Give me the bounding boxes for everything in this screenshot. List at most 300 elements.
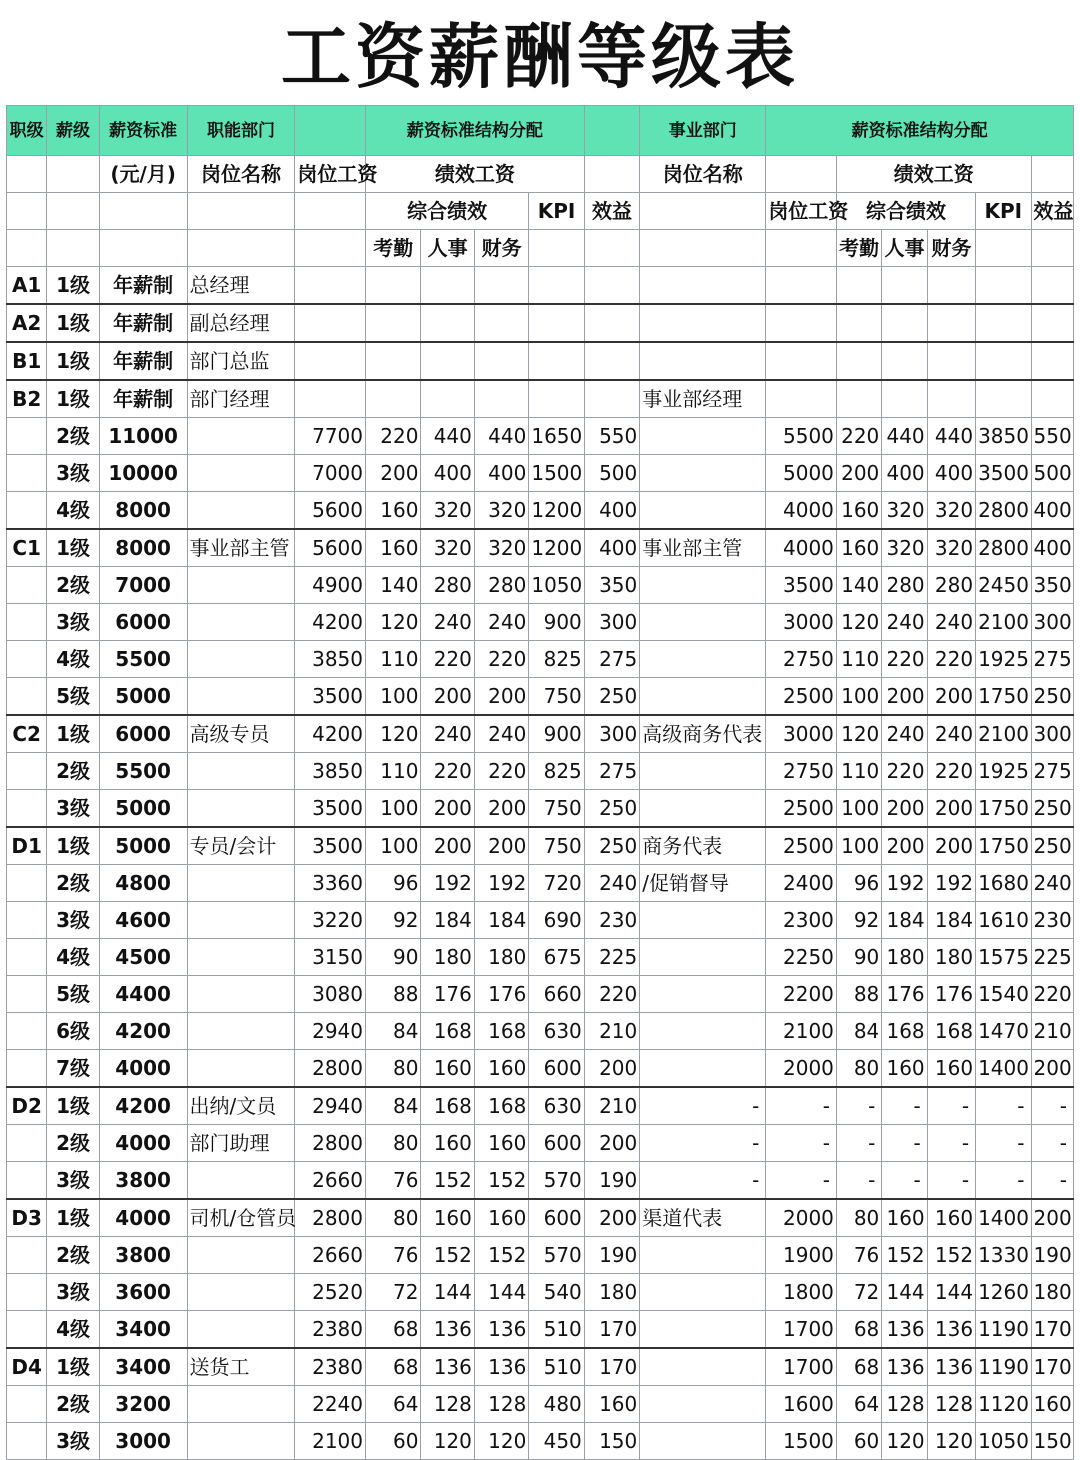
table-cell: 5600	[295, 492, 366, 530]
table-cell: 年薪制	[99, 380, 187, 418]
header-cell: 综合绩效	[366, 193, 529, 230]
table-cell: 200	[882, 790, 927, 828]
table-cell	[187, 1311, 295, 1349]
table-cell: 675	[529, 939, 584, 976]
table-cell: 200	[927, 678, 975, 716]
table-cell: 1925	[976, 641, 1031, 678]
table-cell: 190	[1031, 1237, 1073, 1274]
table-cell: 570	[529, 1237, 584, 1274]
table-cell: -	[766, 1087, 837, 1125]
table-cell: 5000	[99, 827, 187, 865]
table-cell: 440	[882, 418, 927, 455]
table-cell: 1190	[976, 1311, 1031, 1349]
table-cell: 750	[529, 827, 584, 865]
table-cell: 140	[836, 567, 881, 604]
table-cell: 160	[584, 1386, 639, 1423]
table-cell: 510	[529, 1311, 584, 1349]
table-cell: 1700	[766, 1348, 837, 1386]
table-cell: 128	[882, 1386, 927, 1423]
table-cell: 570	[529, 1162, 584, 1200]
table-cell: 3级	[47, 790, 99, 828]
table-cell: 280	[421, 567, 474, 604]
table-cell	[187, 567, 295, 604]
table-cell: 68	[366, 1311, 421, 1349]
table-cell	[7, 865, 47, 902]
table-cell: 280	[474, 567, 528, 604]
table-cell: 160	[421, 1199, 474, 1237]
table-cell: 100	[836, 827, 881, 865]
table-cell: 72	[836, 1274, 881, 1311]
table-cell	[187, 939, 295, 976]
table-cell: -	[976, 1087, 1031, 1125]
table-cell: 150	[584, 1423, 639, 1460]
table-cell: 600	[529, 1050, 584, 1088]
table-cell: 2级	[47, 865, 99, 902]
table-cell	[927, 380, 975, 418]
table-cell: 88	[836, 976, 881, 1013]
table-cell: 220	[421, 641, 474, 678]
table-cell	[7, 641, 47, 678]
header-cell: KPI	[529, 193, 584, 230]
table-cell	[927, 267, 975, 305]
table-cell: 5500	[766, 418, 837, 455]
table-cell	[366, 342, 421, 380]
table-row	[7, 1274, 1074, 1311]
table-cell: 152	[421, 1237, 474, 1274]
table-cell	[366, 380, 421, 418]
table-cell: 200	[421, 790, 474, 828]
table-cell: 320	[927, 492, 975, 530]
table-cell	[529, 380, 584, 418]
table-cell: 176	[421, 976, 474, 1013]
table-cell: 400	[474, 455, 528, 492]
table-cell	[640, 567, 766, 604]
table-cell	[640, 790, 766, 828]
table-cell: 110	[836, 753, 881, 790]
table-cell: 3500	[295, 678, 366, 716]
table-cell: 200	[474, 678, 528, 716]
table-cell: 1575	[976, 939, 1031, 976]
table-row	[7, 342, 1074, 380]
table-cell: 3850	[976, 418, 1031, 455]
table-row	[7, 1348, 1074, 1386]
table-cell: 1900	[766, 1237, 837, 1274]
table-cell	[640, 1274, 766, 1311]
table-cell: 250	[584, 678, 639, 716]
table-cell: 690	[529, 902, 584, 939]
table-row	[7, 1162, 1074, 1200]
table-cell: 350	[584, 567, 639, 604]
table-cell: 4200	[295, 715, 366, 753]
table-cell: 3级	[47, 1423, 99, 1460]
table-cell	[1031, 267, 1073, 305]
table-cell	[7, 1013, 47, 1050]
table-cell: 2450	[976, 567, 1031, 604]
table-cell	[766, 304, 837, 342]
table-cell: 136	[882, 1311, 927, 1349]
table-cell: 1610	[976, 902, 1031, 939]
table-cell	[1031, 304, 1073, 342]
table-cell: 240	[927, 715, 975, 753]
table-cell	[927, 342, 975, 380]
table-cell: 3400	[99, 1348, 187, 1386]
table-cell: -	[882, 1162, 927, 1200]
table-cell: -	[1031, 1125, 1073, 1162]
table-cell: 76	[366, 1237, 421, 1274]
table-cell: 2800	[295, 1125, 366, 1162]
table-cell: 220	[366, 418, 421, 455]
table-cell: 2100	[976, 604, 1031, 641]
table-row	[7, 715, 1074, 753]
table-cell: 3080	[295, 976, 366, 1013]
table-cell: 1120	[976, 1386, 1031, 1423]
table-cell: 280	[927, 567, 975, 604]
table-cell: 220	[421, 753, 474, 790]
table-cell: 1200	[529, 492, 584, 530]
table-cell: 180	[1031, 1274, 1073, 1311]
table-cell: 总经理	[187, 267, 295, 305]
header-cell: 考勤	[366, 230, 421, 267]
table-cell: 176	[474, 976, 528, 1013]
table-cell: 5500	[99, 753, 187, 790]
table-cell: 600	[529, 1199, 584, 1237]
table-cell: 7700	[295, 418, 366, 455]
table-row	[7, 529, 1074, 567]
table-cell: 825	[529, 641, 584, 678]
table-cell: 110	[366, 641, 421, 678]
table-cell: 5600	[295, 529, 366, 567]
table-cell	[640, 902, 766, 939]
table-cell: 240	[584, 865, 639, 902]
table-cell: 2100	[976, 715, 1031, 753]
table-cell	[187, 492, 295, 530]
table-cell: 1800	[766, 1274, 837, 1311]
table-cell	[421, 380, 474, 418]
table-cell: 168	[421, 1087, 474, 1125]
header-cell: 人事	[421, 230, 474, 267]
table-cell: 200	[836, 455, 881, 492]
table-cell: 440	[927, 418, 975, 455]
table-row	[7, 976, 1074, 1013]
table-cell: 190	[584, 1162, 639, 1200]
table-cell: 200	[366, 455, 421, 492]
table-cell: 2800	[976, 492, 1031, 530]
table-cell: 160	[421, 1050, 474, 1088]
table-cell	[187, 902, 295, 939]
table-cell	[529, 267, 584, 305]
table-cell: 220	[836, 418, 881, 455]
table-cell: -	[976, 1162, 1031, 1200]
table-cell: 110	[836, 641, 881, 678]
table-cell: -	[766, 1162, 837, 1200]
table-cell: 144	[882, 1274, 927, 1311]
table-cell	[7, 976, 47, 1013]
table-cell	[766, 380, 837, 418]
table-cell: 540	[529, 1274, 584, 1311]
table-cell: 4级	[47, 1311, 99, 1349]
table-row	[7, 1386, 1074, 1423]
table-cell	[529, 342, 584, 380]
table-cell	[187, 1386, 295, 1423]
table-cell: 136	[421, 1311, 474, 1349]
header-cell: 事业部门	[640, 106, 766, 156]
table-cell: 630	[529, 1013, 584, 1050]
table-cell: 3150	[295, 939, 366, 976]
table-cell: 200	[882, 678, 927, 716]
table-cell: 480	[529, 1386, 584, 1423]
table-cell: 部门助理	[187, 1125, 295, 1162]
table-cell: 140	[366, 567, 421, 604]
table-cell: 2000	[766, 1199, 837, 1237]
table-cell: 184	[882, 902, 927, 939]
table-cell: 96	[836, 865, 881, 902]
salary-table	[6, 105, 1074, 1460]
table-cell: 5000	[766, 455, 837, 492]
table-cell: 2级	[47, 418, 99, 455]
header-cell: (元/月)	[99, 156, 187, 193]
table-cell	[187, 1013, 295, 1050]
header-cell: 人事	[882, 230, 927, 267]
table-row	[7, 827, 1074, 865]
header-cell: 绩效工资	[836, 156, 1031, 193]
table-cell: 2级	[47, 1237, 99, 1274]
table-cell: -	[640, 1087, 766, 1125]
table-cell: 2000	[766, 1050, 837, 1088]
table-cell: 160	[474, 1199, 528, 1237]
table-cell: 550	[1031, 418, 1073, 455]
table-cell	[366, 304, 421, 342]
table-cell: 2200	[766, 976, 837, 1013]
table-cell: 240	[882, 604, 927, 641]
table-cell: 400	[1031, 529, 1073, 567]
table-cell: 450	[529, 1423, 584, 1460]
table-cell: 1级	[47, 304, 99, 342]
table-cell: 630	[529, 1087, 584, 1125]
table-cell	[640, 1348, 766, 1386]
table-cell: 100	[366, 827, 421, 865]
table-cell: 3级	[47, 604, 99, 641]
table-cell: 1级	[47, 529, 99, 567]
table-cell: 68	[836, 1311, 881, 1349]
table-cell: 1650	[529, 418, 584, 455]
table-cell: 3800	[99, 1162, 187, 1200]
table-cell: 170	[1031, 1348, 1073, 1386]
table-cell: 8000	[99, 529, 187, 567]
table-cell	[187, 678, 295, 716]
table-cell: 136	[474, 1311, 528, 1349]
table-cell: 1400	[976, 1199, 1031, 1237]
table-row	[7, 1237, 1074, 1274]
table-cell: 300	[1031, 604, 1073, 641]
table-cell: 5000	[99, 790, 187, 828]
table-cell	[640, 753, 766, 790]
table-cell: 230	[1031, 902, 1073, 939]
table-cell: 120	[882, 1423, 927, 1460]
table-cell: 1470	[976, 1013, 1031, 1050]
header-cell: 薪资标准结构分配	[766, 106, 1074, 156]
table-row	[7, 902, 1074, 939]
table-cell: 225	[1031, 939, 1073, 976]
table-cell: 220	[474, 753, 528, 790]
table-cell	[187, 865, 295, 902]
table-cell: 2300	[766, 902, 837, 939]
table-cell	[836, 304, 881, 342]
table-cell	[7, 455, 47, 492]
table-cell: 192	[927, 865, 975, 902]
table-cell: 3360	[295, 865, 366, 902]
table-cell	[882, 380, 927, 418]
table-cell	[1031, 380, 1073, 418]
table-cell: 商务代表	[640, 827, 766, 865]
table-cell: 825	[529, 753, 584, 790]
header-cell: 考勤	[836, 230, 881, 267]
table-cell: 2250	[766, 939, 837, 976]
table-cell: 4000	[99, 1199, 187, 1237]
table-cell: 2500	[766, 790, 837, 828]
header-cell: 职级	[7, 106, 47, 156]
table-cell: 144	[421, 1274, 474, 1311]
table-cell: 300	[1031, 715, 1073, 753]
table-cell: 240	[421, 715, 474, 753]
table-cell: 152	[882, 1237, 927, 1274]
table-cell: 168	[927, 1013, 975, 1050]
table-cell	[7, 1274, 47, 1311]
table-cell: 220	[882, 753, 927, 790]
table-cell: 100	[836, 678, 881, 716]
table-cell: 3500	[295, 790, 366, 828]
table-cell: 210	[584, 1087, 639, 1125]
table-cell: 200	[584, 1125, 639, 1162]
table-cell: 400	[584, 492, 639, 530]
table-cell: 3级	[47, 1162, 99, 1200]
table-cell: 2240	[295, 1386, 366, 1423]
table-cell: 220	[474, 641, 528, 678]
table-cell	[295, 380, 366, 418]
table-cell	[882, 267, 927, 305]
table-cell: 事业部主管	[187, 529, 295, 567]
table-cell: 专员/会计	[187, 827, 295, 865]
table-cell: 84	[836, 1013, 881, 1050]
header-cell	[584, 106, 639, 156]
table-cell: 200	[421, 678, 474, 716]
table-cell: 64	[836, 1386, 881, 1423]
table-cell: 170	[1031, 1311, 1073, 1349]
table-row	[7, 865, 1074, 902]
table-cell: 76	[366, 1162, 421, 1200]
table-cell: 2400	[766, 865, 837, 902]
table-cell: 440	[474, 418, 528, 455]
table-cell	[640, 1237, 766, 1274]
table-cell	[187, 790, 295, 828]
table-cell: -	[882, 1087, 927, 1125]
table-cell: 120	[366, 715, 421, 753]
table-cell: 4200	[99, 1013, 187, 1050]
table-cell	[766, 267, 837, 305]
table-cell: 2100	[295, 1423, 366, 1460]
table-cell	[187, 753, 295, 790]
table-cell: 4000	[766, 529, 837, 567]
table-cell	[187, 1423, 295, 1460]
table-cell: 80	[836, 1050, 881, 1088]
table-cell: 250	[584, 790, 639, 828]
table-cell: 3500	[766, 567, 837, 604]
table-cell: 92	[836, 902, 881, 939]
table-cell: 168	[882, 1013, 927, 1050]
table-cell	[584, 342, 639, 380]
table-cell	[640, 418, 766, 455]
table-cell: 68	[836, 1348, 881, 1386]
table-cell: 80	[366, 1199, 421, 1237]
table-cell: -	[836, 1087, 881, 1125]
table-cell: 1750	[976, 678, 1031, 716]
table-cell: 136	[927, 1311, 975, 1349]
table-cell: 320	[882, 492, 927, 530]
header-cell: 岗位工资	[295, 156, 366, 193]
table-cell	[7, 1386, 47, 1423]
table-cell: 160	[927, 1050, 975, 1088]
table-cell: 275	[1031, 753, 1073, 790]
table-cell: 160	[366, 529, 421, 567]
table-cell: 1级	[47, 1199, 99, 1237]
table-cell: 152	[474, 1237, 528, 1274]
table-cell: 900	[529, 604, 584, 641]
table-cell: 1级	[47, 827, 99, 865]
table-cell	[295, 342, 366, 380]
table-cell: 7000	[295, 455, 366, 492]
table-cell: 4级	[47, 939, 99, 976]
table-cell: 送货工	[187, 1348, 295, 1386]
table-cell	[882, 304, 927, 342]
table-cell	[640, 641, 766, 678]
table-cell: 190	[584, 1237, 639, 1274]
table-cell: 84	[366, 1013, 421, 1050]
header-cell: 绩效工资	[366, 156, 585, 193]
table-cell: 200	[927, 790, 975, 828]
table-cell: 80	[836, 1199, 881, 1237]
table-row	[7, 790, 1074, 828]
table-row	[7, 753, 1074, 790]
table-cell: 1级	[47, 715, 99, 753]
table-cell: -	[1031, 1087, 1073, 1125]
header-cell: 岗位名称	[187, 156, 295, 193]
table-cell: 320	[421, 529, 474, 567]
table-cell: 90	[836, 939, 881, 976]
table-cell: 160	[421, 1125, 474, 1162]
table-cell	[7, 418, 47, 455]
table-cell: C2	[7, 715, 47, 753]
table-cell	[7, 753, 47, 790]
table-cell: 275	[584, 753, 639, 790]
table-cell: 200	[927, 827, 975, 865]
table-cell: 136	[882, 1348, 927, 1386]
table-cell	[295, 304, 366, 342]
table-cell: /促销督导	[640, 865, 766, 902]
table-cell	[640, 1386, 766, 1423]
table-cell: 3200	[99, 1386, 187, 1423]
table-cell	[640, 604, 766, 641]
table-cell: 168	[474, 1013, 528, 1050]
table-cell: 1200	[529, 529, 584, 567]
table-cell: 5级	[47, 678, 99, 716]
header-cell: 薪资标准结构分配	[366, 106, 585, 156]
table-cell: 2660	[295, 1237, 366, 1274]
table-row	[7, 492, 1074, 530]
table-cell: 1级	[47, 1087, 99, 1125]
table-cell	[187, 976, 295, 1013]
table-cell: 2940	[295, 1013, 366, 1050]
table-cell	[187, 604, 295, 641]
table-cell: 3850	[295, 753, 366, 790]
